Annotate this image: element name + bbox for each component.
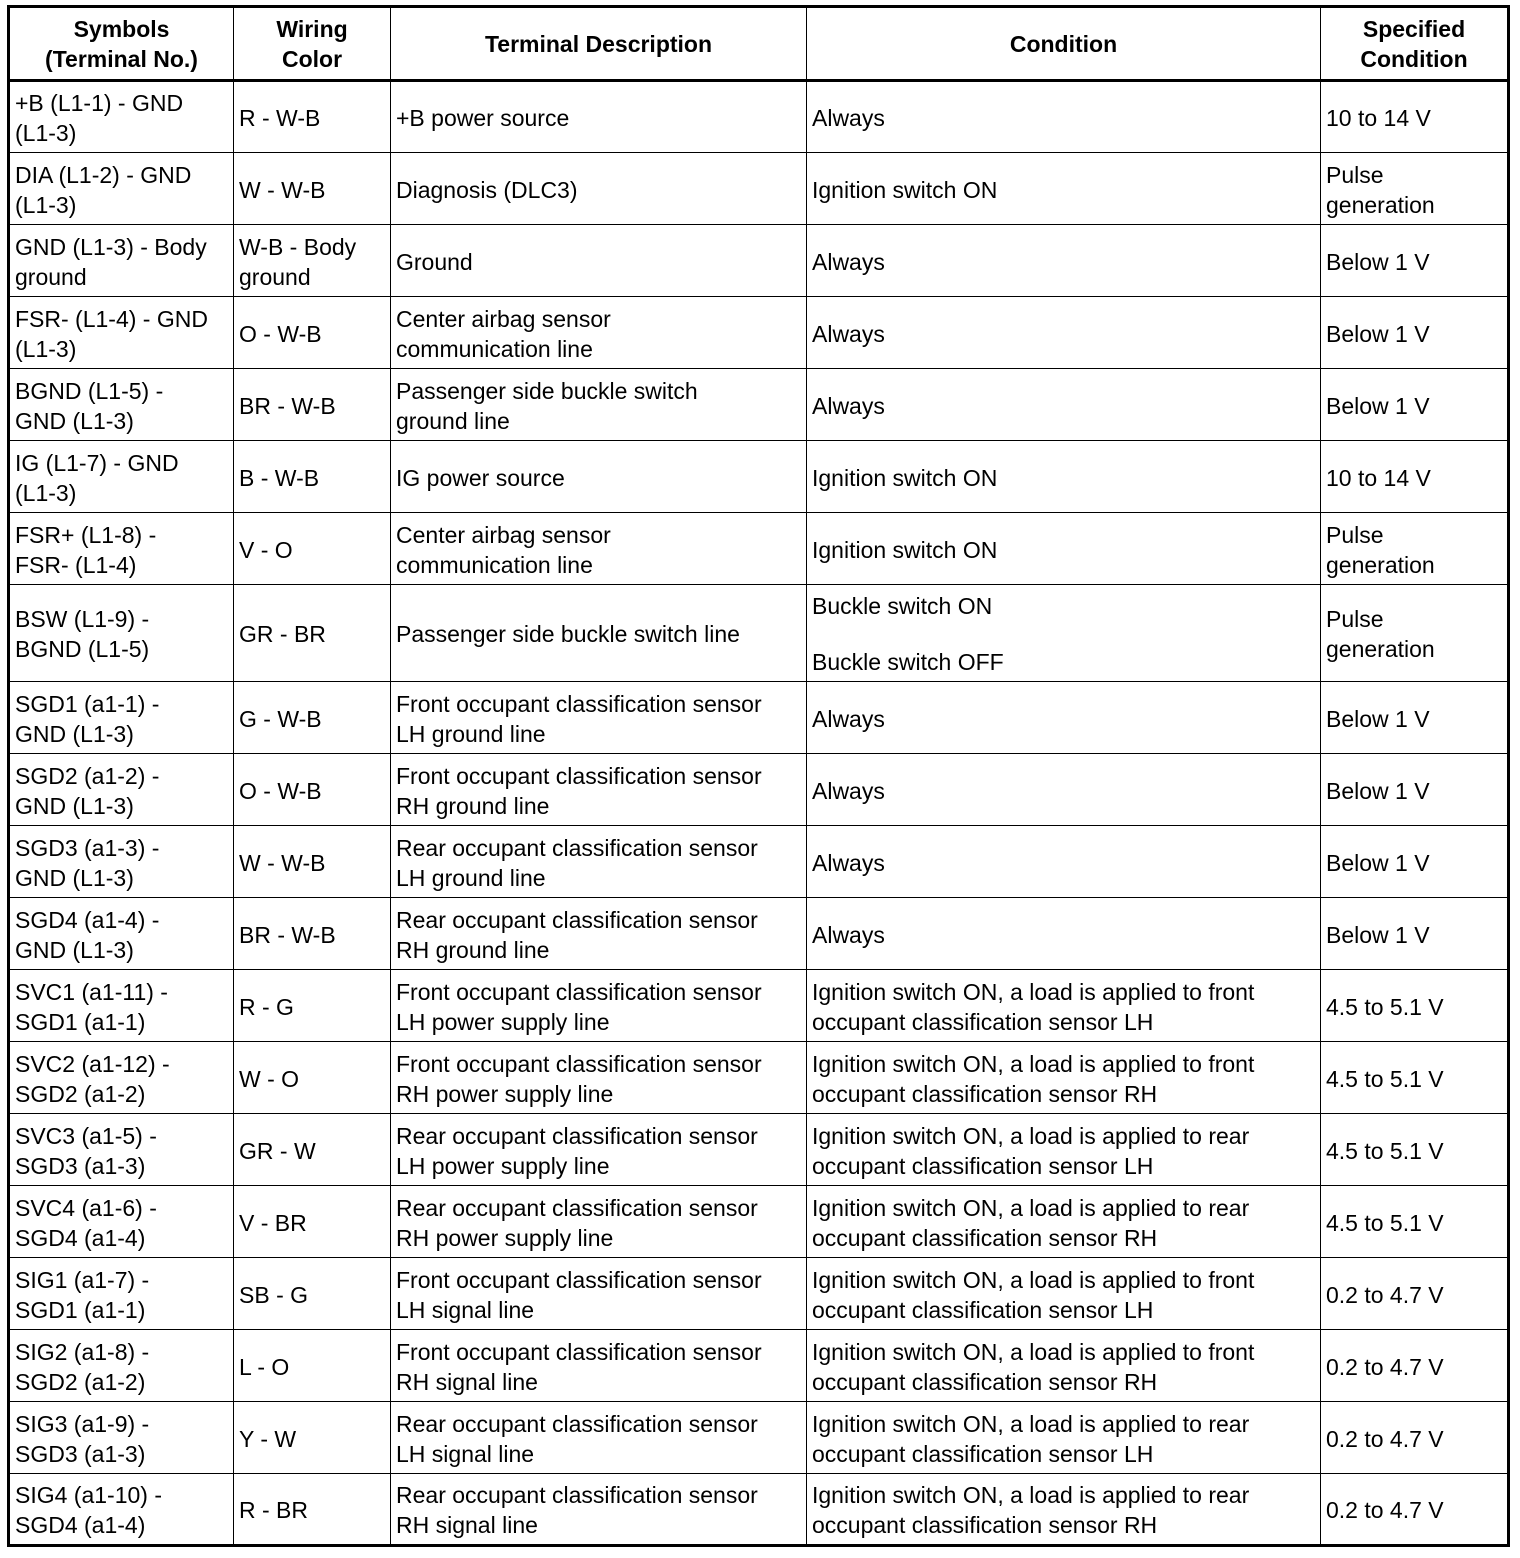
specified-condition-cell: [1321, 1474, 1509, 1546]
condition-line: Ignition switch ON: [812, 536, 998, 563]
wiring-color-cell-text: R - W-B: [239, 105, 321, 131]
terminal-description-cell-text: IG power source: [396, 464, 565, 491]
specified-condition-cell: [1321, 682, 1509, 754]
wiring-color-cell-text: R - BR: [239, 1497, 308, 1523]
terminal-description-cell: [391, 81, 807, 153]
wiring-color-cell: [234, 369, 391, 441]
symbols-cell-text: SIG2 (a1-8) - SGD2 (a1-2): [15, 1338, 150, 1395]
terminal-description-cell: [391, 369, 807, 441]
condition-line: Always: [812, 320, 885, 347]
terminal-description-cell: [391, 153, 807, 225]
wiring-color-cell-text: Y - W: [239, 1425, 297, 1452]
symbols-cell-text: SGD4 (a1-4) - GND (L1-3): [15, 906, 160, 963]
specified-condition-cell: [1321, 1186, 1509, 1258]
specified-condition-cell-text: Below 1 V: [1326, 392, 1430, 419]
symbols-cell-text: FSR- (L1-4) - GND (L1-3): [15, 305, 208, 362]
table-row: [9, 81, 1509, 153]
wiring-color-cell: [234, 585, 391, 682]
wiring-color-cell-text: L - O: [239, 1353, 290, 1380]
terminal-description-cell: [391, 1474, 807, 1546]
wiring-color-cell-text: V - BR: [239, 1209, 307, 1236]
terminal-description-cell: [391, 898, 807, 970]
wiring-color-cell: [234, 297, 391, 369]
condition-line: Always: [812, 849, 885, 876]
symbols-cell-text: SGD1 (a1-1) - GND (L1-3): [15, 690, 160, 747]
condition-cell: [807, 898, 1321, 970]
header-row: [9, 7, 1509, 81]
wiring-color-cell-text: B - W-B: [239, 464, 320, 491]
terminal-description-cell-text: Front occupant classification sensor RH signal line: [396, 1338, 762, 1395]
condition-line: Buckle switch OFF: [812, 649, 1004, 675]
terminal-description-cell-text: Passenger side buckle switch line: [396, 621, 740, 647]
condition-cell: [807, 585, 1321, 682]
table-row: [9, 1402, 1509, 1474]
specified-condition-cell-text: 10 to 14 V: [1326, 105, 1431, 131]
wiring-color-cell-text: R - G: [239, 993, 294, 1020]
specified-condition-cell-text: Below 1 V: [1326, 777, 1430, 804]
terminal-description-cell: [391, 1330, 807, 1402]
terminal-table: [7, 5, 1510, 1547]
wiring-color-cell: [234, 1042, 391, 1114]
table-row: [9, 1258, 1509, 1330]
wiring-color-cell: [234, 898, 391, 970]
specified-condition-cell: [1321, 970, 1509, 1042]
table-row: [9, 1186, 1509, 1258]
table-row: [9, 1330, 1509, 1402]
condition-line: Ignition switch ON, a load is applied to rear occupant classification sensor LH: [812, 1122, 1250, 1179]
terminal-description-cell: [391, 1402, 807, 1474]
specified-condition-cell: [1321, 826, 1509, 898]
table-row: [9, 441, 1509, 513]
terminal-description-cell: [391, 1114, 807, 1186]
condition-cell: [807, 1402, 1321, 1474]
symbols-cell: [9, 153, 234, 225]
terminal-description-cell: [391, 1042, 807, 1114]
table-row: [9, 369, 1509, 441]
symbols-cell: [9, 754, 234, 826]
condition-cell: [807, 682, 1321, 754]
condition-cell: [807, 225, 1321, 297]
symbols-cell: [9, 1474, 234, 1546]
wiring-color-cell-text: GR - BR: [239, 621, 326, 647]
wiring-color-cell: [234, 1186, 391, 1258]
wiring-color-cell-text: O - W-B: [239, 320, 322, 347]
wiring-color-cell: [234, 826, 391, 898]
symbols-cell-text: SVC1 (a1-11) - SGD1 (a1-1): [15, 978, 168, 1035]
terminal-description-cell-text: Rear occupant classification sensor RH ground line: [396, 906, 758, 963]
specified-condition-cell-text: 0.2 to 4.7 V: [1326, 1353, 1444, 1380]
specified-condition-cell-text: 4.5 to 5.1 V: [1326, 993, 1444, 1020]
condition-line: Always: [812, 392, 885, 419]
wiring-color-cell-text: BR - W-B: [239, 921, 336, 948]
wiring-color-cell-text: W - O: [239, 1065, 300, 1092]
condition-cell: [807, 1042, 1321, 1114]
terminal-description-cell: [391, 585, 807, 682]
specified-condition-cell: [1321, 153, 1509, 225]
condition-line: Always: [812, 248, 885, 275]
terminal-description-cell: [391, 297, 807, 369]
symbols-cell-text: SVC3 (a1-5) - SGD3 (a1-3): [15, 1122, 157, 1179]
table-row: [9, 1042, 1509, 1114]
condition-line: Ignition switch ON, a load is applied to front occupant classification sensor RH: [812, 1050, 1255, 1107]
specified-condition-cell-text: 4.5 to 5.1 V: [1326, 1209, 1444, 1236]
terminal-description-cell: [391, 1258, 807, 1330]
table-header: [9, 7, 1509, 81]
symbols-cell: [9, 970, 234, 1042]
symbols-cell: [9, 225, 234, 297]
terminal-description-cell-text: Rear occupant classification sensor LH ground line: [396, 834, 758, 891]
terminal-description-cell: [391, 1186, 807, 1258]
specified-condition-cell-text: 0.2 to 4.7 V: [1326, 1497, 1444, 1523]
wiring-color-cell: [234, 441, 391, 513]
wiring-color-cell: [234, 1402, 391, 1474]
condition-line: Buckle switch ON: [812, 593, 993, 619]
wiring-color-cell: [234, 682, 391, 754]
wiring-color-cell: [234, 1258, 391, 1330]
wiring-color-cell-text: GR - W: [239, 1137, 316, 1164]
wiring-color-cell: [234, 754, 391, 826]
specified-condition-cell: [1321, 225, 1509, 297]
specified-condition-cell: [1321, 1114, 1509, 1186]
symbols-cell-text: BSW (L1-9) - BGND (L1-5): [15, 606, 150, 662]
header-symbols: Symbols (Terminal No.): [9, 7, 234, 81]
condition-cell: [807, 513, 1321, 585]
wiring-color-cell: [234, 225, 391, 297]
condition-cell: [807, 297, 1321, 369]
symbols-cell-text: SGD3 (a1-3) - GND (L1-3): [15, 834, 160, 891]
terminal-description-cell-text: Center airbag sensor communication line: [396, 521, 611, 578]
wiring-color-cell: [234, 513, 391, 585]
symbols-cell: [9, 585, 234, 682]
table-row: [9, 297, 1509, 369]
terminal-description-cell: [391, 441, 807, 513]
terminal-description-cell: [391, 225, 807, 297]
specified-condition-cell: [1321, 898, 1509, 970]
table-row: [9, 585, 1509, 682]
wiring-color-cell-text: W - W-B: [239, 176, 326, 203]
symbols-cell: [9, 297, 234, 369]
specified-condition-cell: [1321, 1042, 1509, 1114]
table-row: [9, 513, 1509, 585]
condition-cell: [807, 1258, 1321, 1330]
symbols-cell: [9, 1258, 234, 1330]
table-row: [9, 754, 1509, 826]
condition-line: Ignition switch ON, a load is applied to front occupant classification sensor LH: [812, 1266, 1255, 1323]
specified-condition-cell-text: 4.5 to 5.1 V: [1326, 1137, 1444, 1164]
wiring-color-cell: [234, 970, 391, 1042]
header-terminal-description: Terminal Description: [391, 7, 807, 81]
condition-cell: [807, 754, 1321, 826]
specified-condition-cell-text: Pulse generation: [1326, 161, 1435, 218]
terminal-description-cell: [391, 826, 807, 898]
symbols-cell: [9, 682, 234, 754]
condition-line: Ignition switch ON, a load is applied to rear occupant classification sensor LH: [812, 1410, 1250, 1467]
terminal-description-cell-text: Rear occupant classification sensor LH signal line: [396, 1410, 758, 1467]
wiring-color-cell-text: O - W-B: [239, 777, 322, 804]
table-body: [9, 81, 1509, 1546]
specified-condition-cell-text: Pulse generation: [1326, 606, 1435, 662]
symbols-cell-text: IG (L1-7) - GND (L1-3): [15, 449, 179, 506]
symbols-cell: [9, 1042, 234, 1114]
specified-condition-cell: [1321, 1330, 1509, 1402]
symbols-cell-text: SGD2 (a1-2) - GND (L1-3): [15, 762, 160, 819]
terminal-description-cell-text: Front occupant classification sensor RH ground line: [396, 762, 762, 819]
symbols-cell-text: FSR+ (L1-8) - FSR- (L1-4): [15, 521, 157, 578]
condition-line: Always: [812, 105, 885, 131]
terminal-description-cell: [391, 970, 807, 1042]
condition-line: Always: [812, 921, 885, 948]
table-row: [9, 826, 1509, 898]
symbols-cell: [9, 441, 234, 513]
wiring-color-cell-text: SB - G: [239, 1281, 309, 1308]
wiring-color-cell: [234, 1330, 391, 1402]
condition-line: Ignition switch ON, a load is applied to front occupant classification sensor LH: [812, 978, 1255, 1035]
symbols-cell: [9, 369, 234, 441]
specified-condition-cell-text: 0.2 to 4.7 V: [1326, 1425, 1444, 1452]
symbols-cell-text: SVC2 (a1-12) - SGD2 (a1-2): [15, 1050, 170, 1107]
specified-condition-cell-text: Below 1 V: [1326, 705, 1430, 732]
wiring-color-cell: [234, 153, 391, 225]
condition-line: Ignition switch ON, a load is applied to front occupant classification sensor RH: [812, 1338, 1255, 1395]
symbols-cell-text: SVC4 (a1-6) - SGD4 (a1-4): [15, 1194, 157, 1251]
symbols-cell: [9, 81, 234, 153]
terminal-description-cell-text: Ground: [396, 248, 473, 275]
specified-condition-cell-text: Below 1 V: [1326, 248, 1430, 275]
symbols-cell-text: GND (L1-3) - Body ground: [15, 233, 207, 290]
condition-cell: [807, 970, 1321, 1042]
terminal-description-cell-text: +B power source: [396, 105, 570, 131]
table-row: [9, 970, 1509, 1042]
condition-line: Ignition switch ON: [812, 176, 998, 203]
terminal-description-cell-text: Diagnosis (DLC3): [396, 176, 578, 203]
condition-cell: [807, 369, 1321, 441]
specified-condition-cell: [1321, 81, 1509, 153]
terminal-description-cell-text: Rear occupant classification sensor RH power supply line: [396, 1194, 758, 1251]
specified-condition-cell-text: Below 1 V: [1326, 921, 1430, 948]
terminal-description-cell-text: Rear occupant classification sensor LH power supply line: [396, 1122, 758, 1179]
specified-condition-cell-text: Pulse generation: [1326, 521, 1435, 578]
wiring-color-cell-text: V - O: [239, 536, 293, 563]
header-specified-condition: Specified Condition: [1321, 7, 1509, 81]
terminal-description-cell: [391, 682, 807, 754]
symbols-cell-text: DIA (L1-2) - GND (L1-3): [15, 161, 192, 218]
symbols-cell: [9, 1402, 234, 1474]
symbols-cell: [9, 1330, 234, 1402]
header-wiring-color: Wiring Color: [234, 7, 391, 81]
symbols-cell-text: SIG1 (a1-7) - SGD1 (a1-1): [15, 1266, 150, 1323]
terminal-description-cell-text: Front occupant classification sensor LH ground line: [396, 690, 762, 747]
condition-cell: [807, 826, 1321, 898]
condition-cell: [807, 153, 1321, 225]
symbols-cell: [9, 826, 234, 898]
specified-condition-cell: [1321, 297, 1509, 369]
symbols-cell: [9, 898, 234, 970]
table-row: [9, 1114, 1509, 1186]
table-row: [9, 1474, 1509, 1546]
terminal-description-cell: [391, 754, 807, 826]
condition-cell: [807, 1330, 1321, 1402]
symbols-cell-text: +B (L1-1) - GND (L1-3): [15, 90, 184, 146]
wiring-color-cell-text: G - W-B: [239, 705, 322, 732]
terminal-description-cell-text: Front occupant classification sensor LH signal line: [396, 1266, 762, 1323]
condition-line: Always: [812, 705, 885, 732]
table-row: [9, 153, 1509, 225]
symbols-cell: [9, 513, 234, 585]
wiring-color-cell-text: BR - W-B: [239, 392, 336, 419]
terminal-description-cell-text: Center airbag sensor communication line: [396, 305, 611, 362]
symbols-cell: [9, 1114, 234, 1186]
specified-condition-cell: [1321, 441, 1509, 513]
condition-line: Ignition switch ON, a load is applied to rear occupant classification sensor RH: [812, 1194, 1250, 1251]
specified-condition-cell-text: 0.2 to 4.7 V: [1326, 1281, 1444, 1308]
table-row: [9, 225, 1509, 297]
header-condition: Condition: [807, 7, 1321, 81]
table-row: [9, 898, 1509, 970]
wiring-color-cell: [234, 81, 391, 153]
symbols-cell-text: SIG3 (a1-9) - SGD3 (a1-3): [15, 1410, 150, 1467]
specified-condition-cell: [1321, 1402, 1509, 1474]
specified-condition-cell-text: Below 1 V: [1326, 849, 1430, 876]
specified-condition-cell: [1321, 513, 1509, 585]
condition-cell: [807, 1474, 1321, 1546]
terminal-description-cell-text: Front occupant classification sensor RH power supply line: [396, 1050, 762, 1107]
specified-condition-cell: [1321, 1258, 1509, 1330]
terminal-description-cell-text: Passenger side buckle switch ground line: [396, 377, 698, 434]
condition-cell: [807, 81, 1321, 153]
specified-condition-cell: [1321, 585, 1509, 682]
table-row: [9, 682, 1509, 754]
condition-line: Ignition switch ON, a load is applied to rear occupant classification sensor RH: [812, 1482, 1250, 1538]
terminal-description-cell-text: Rear occupant classification sensor RH signal line: [396, 1482, 758, 1538]
terminal-description-cell-text: Front occupant classification sensor LH power supply line: [396, 978, 762, 1035]
wiring-color-cell-text: W-B - Body ground: [239, 233, 357, 290]
specified-condition-cell: [1321, 369, 1509, 441]
wiring-color-cell: [234, 1114, 391, 1186]
symbols-cell-text: SIG4 (a1-10) - SGD4 (a1-4): [15, 1482, 162, 1538]
specified-condition-cell-text: 10 to 14 V: [1326, 464, 1431, 491]
condition-cell: [807, 441, 1321, 513]
specified-condition-cell-text: Below 1 V: [1326, 320, 1430, 347]
condition-line: Always: [812, 777, 885, 804]
symbols-cell-text: BGND (L1-5) - GND (L1-3): [15, 377, 164, 434]
specified-condition-cell: [1321, 754, 1509, 826]
condition-cell: [807, 1186, 1321, 1258]
symbols-cell: [9, 1186, 234, 1258]
wiring-color-cell: [234, 1474, 391, 1546]
wiring-color-cell-text: W - W-B: [239, 849, 326, 876]
condition-cell: [807, 1114, 1321, 1186]
terminal-description-cell: [391, 513, 807, 585]
condition-line: Ignition switch ON: [812, 464, 998, 491]
specified-condition-cell-text: 4.5 to 5.1 V: [1326, 1065, 1444, 1092]
